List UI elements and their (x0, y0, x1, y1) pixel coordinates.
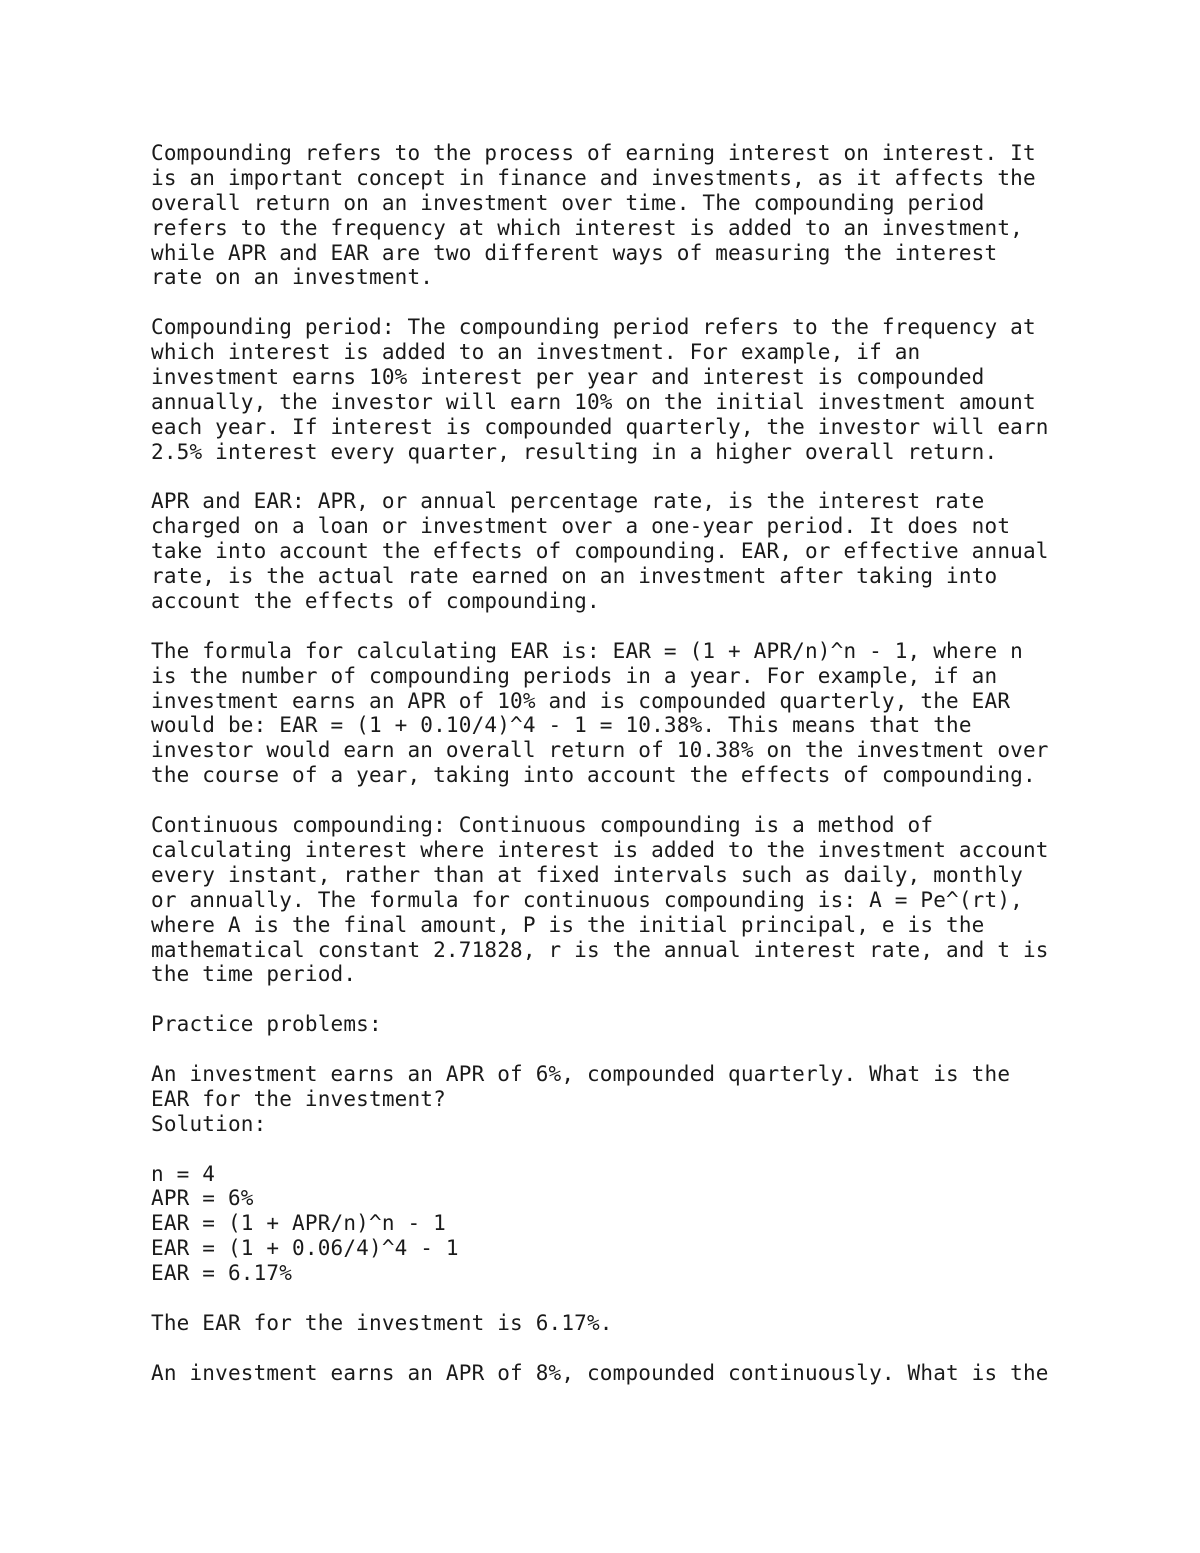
text-line: refers to the frequency at which interest is added to an investment, (151, 215, 1023, 240)
text-line: every instant, rather than at fixed intervals such as daily, monthly (151, 862, 1023, 887)
text-line: The formula for calculating EAR is: EAR = (1 + APR/n)^n - 1, where n (151, 638, 1023, 663)
paragraph (151, 1012, 1151, 1037)
paragraph (151, 1311, 1151, 1336)
text-line: while APR and EAR are two different ways of measuring the interest (151, 240, 998, 265)
text-line: investment earns 10% interest per year and interest is compounded (151, 365, 985, 390)
text-line: where A is the final amount, P is the initial principal, e is the (151, 912, 985, 937)
text-line: account the effects of compounding. (151, 589, 600, 614)
text-line: APR = 6% (151, 1186, 254, 1211)
text-line: An investment earns an APR of 6%, compounded quarterly. What is the (151, 1061, 1011, 1086)
text-line: take into account the effects of compounding. EAR, or effective annual (151, 539, 1049, 564)
paragraph (151, 639, 1151, 788)
paragraph-gap (151, 290, 1151, 315)
paragraph (151, 315, 1151, 464)
text-line: the course of a year, taking into account the effects of compounding. (151, 763, 1036, 788)
paragraph (151, 1162, 1151, 1286)
paragraph-gap (151, 1137, 1151, 1162)
document-body (151, 141, 1151, 1386)
text-line: EAR = (1 + 0.06/4)^4 - 1 (151, 1236, 459, 1261)
text-line: would be: EAR = (1 + 0.10/4)^4 - 1 = 10.38%. This means that the (151, 713, 972, 738)
text-line: rate on an investment. (151, 265, 434, 290)
text-line: charged on a loan or investment over a one-year period. It does not (151, 514, 1011, 539)
paragraph-gap (151, 614, 1151, 639)
text-line: Compounding period: The compounding period refers to the frequency at (151, 315, 1036, 340)
text-line: EAR for the investment? (151, 1086, 446, 1111)
text-line: Compounding refers to the process of earning interest on interest. It (151, 141, 1036, 165)
text-line: An investment earns an APR of 8%, compounded continuously. What is the (151, 1360, 1049, 1385)
text-line: or annually. The formula for continuous compounding is: A = Pe^(rt), (151, 887, 1023, 912)
text-line: n = 4 (151, 1161, 216, 1186)
text-line: is an important concept in finance and investments, as it affects the (151, 165, 1036, 190)
text-line: annually, the investor will earn 10% on the initial investment amount (151, 389, 1036, 414)
text-line: is the number of compounding periods in a year. For example, if an (151, 663, 998, 688)
paragraph (151, 489, 1151, 613)
text-line: investment earns an APR of 10% and is compounded quarterly, the EAR (151, 688, 1011, 713)
paragraph (151, 1062, 1151, 1137)
text-line: Solution: (151, 1111, 267, 1136)
text-line: APR and EAR: APR, or annual percentage rate, is the interest rate (151, 489, 985, 514)
text-line: 2.5% interest every quarter, resulting in a higher overall return. (151, 439, 998, 464)
text-line: calculating interest where interest is added to the investment account (151, 837, 1049, 862)
text-line: investor would earn an overall return of 10.38% on the investment over (151, 738, 1049, 763)
paragraph-gap (151, 465, 1151, 490)
text-line: Practice problems: (151, 1012, 382, 1037)
text-line: EAR = 6.17% (151, 1261, 293, 1286)
text-line: each year. If interest is compounded quarterly, the investor will earn (151, 414, 1049, 439)
text-line: The EAR for the investment is 6.17%. (151, 1310, 613, 1335)
text-line: overall return on an investment over time. The compounding period (151, 190, 985, 215)
paragraph (151, 1361, 1151, 1386)
text-line: EAR = (1 + APR/n)^n - 1 (151, 1211, 446, 1236)
text-line: Continuous compounding: Continuous compounding is a method of (151, 813, 934, 838)
paragraph-gap (151, 788, 1151, 813)
text-line: the time period. (151, 962, 357, 987)
paragraph-gap (151, 1286, 1151, 1311)
text-line: mathematical constant 2.71828, r is the annual interest rate, and t is (151, 937, 1049, 962)
paragraph-gap (151, 1336, 1151, 1361)
text-line: rate, is the actual rate earned on an investment after taking into (151, 564, 998, 589)
paragraph-gap (151, 1037, 1151, 1062)
paragraph-gap (151, 987, 1151, 1012)
paragraph (151, 813, 1151, 987)
text-line: which interest is added to an investment. For example, if an (151, 340, 921, 365)
paragraph (151, 141, 1151, 290)
